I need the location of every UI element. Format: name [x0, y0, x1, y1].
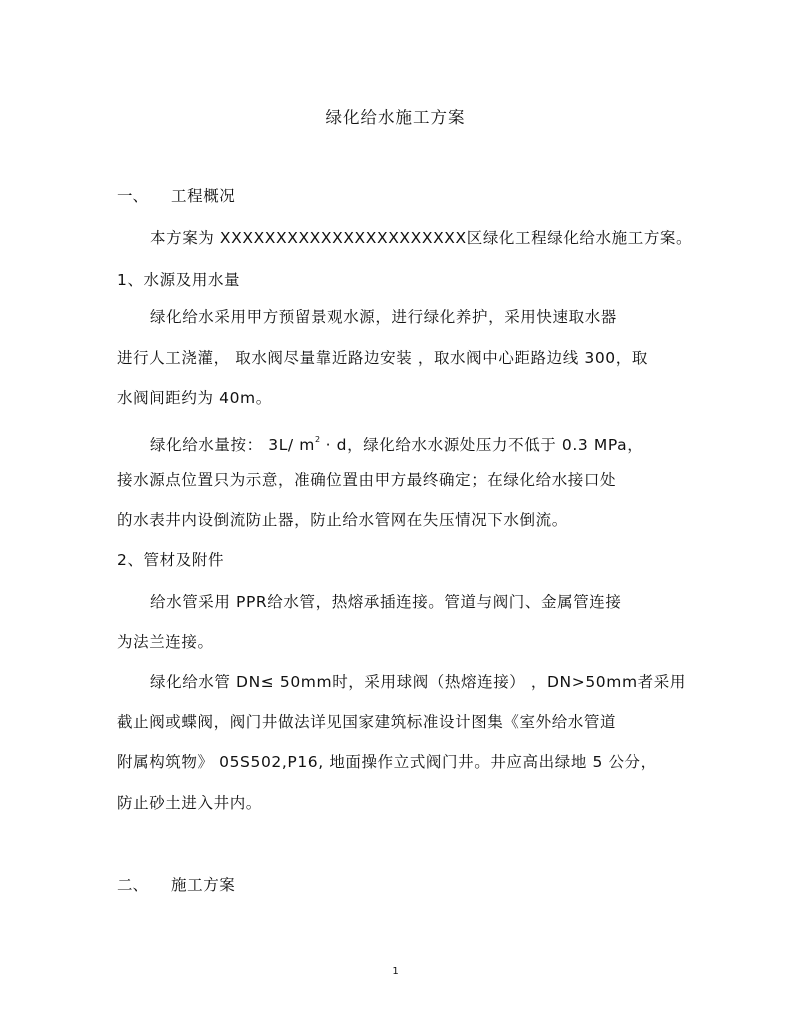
paragraph-valve-line-4: 防止砂土进入井内。	[117, 794, 262, 812]
paragraph-valve-line-1: 绿化给水管 DN≤ 50mm时，采用球阀（热熔连接） ，DN>50mm者采用	[150, 673, 686, 691]
page-number: 1	[392, 966, 399, 977]
paragraph-pipe-line-2: 为法兰连接。	[117, 633, 214, 651]
paragraph-water-usage-line-3: 的水表井内设倒流防止器，防止给水管网在失压情况下水倒流。	[117, 511, 568, 529]
section-1-title: 工程概况	[171, 187, 236, 205]
water-usage-text-b: · d，绿化给水水源处压力不低于 0.3 MPa，	[320, 436, 644, 454]
paragraph-water-source-line-3: 水阀间距约为 40m。	[117, 389, 272, 407]
section-1-number: 一、	[117, 187, 149, 205]
section-2-title: 施工方案	[171, 876, 236, 894]
square-superscript: 2	[314, 435, 321, 444]
subsection-2-heading: 2、管材及附件	[117, 551, 225, 569]
paragraph-water-usage-line-1	[150, 430, 643, 455]
paragraph-valve-line-2: 截止阀或蝶阀，阀门井做法详见国家建筑标准设计图集《室外给水管道	[117, 713, 617, 731]
paragraph-valve-line-3: 附属构筑物》 05S502,P16, 地面操作立式阀门井。井应高出绿地 5 公分，	[117, 753, 657, 771]
subsection-1-heading: 1、水源及用水量	[117, 271, 241, 289]
section-2-number: 二、	[117, 876, 149, 894]
document-title: 绿化给水施工方案	[325, 108, 466, 127]
water-usage-text-a: 绿化给水量按： 3L/ m	[150, 436, 315, 454]
paragraph-water-source-line-1: 绿化给水采用甲方预留景观水源，进行绿化养护，采用快速取水器	[150, 308, 617, 326]
paragraph-pipe-line-1: 给水管采用 PPR给水管，热熔承插连接。管道与阀门、金属管连接	[150, 593, 622, 611]
paragraph-water-source-line-2: 进行人工浇灌， 取水阀尽量靠近路边安装 ，取水阀中心距路边线 300，取	[117, 349, 648, 367]
paragraph-water-usage-line-2: 接水源点位置只为示意，准确位置由甲方最终确定；在绿化给水接口处	[117, 471, 617, 489]
section-1-intro: 本方案为 XXXXXXXXXXXXXXXXXXXXXX区绿化工程绿化给水施工方案。	[150, 229, 693, 247]
